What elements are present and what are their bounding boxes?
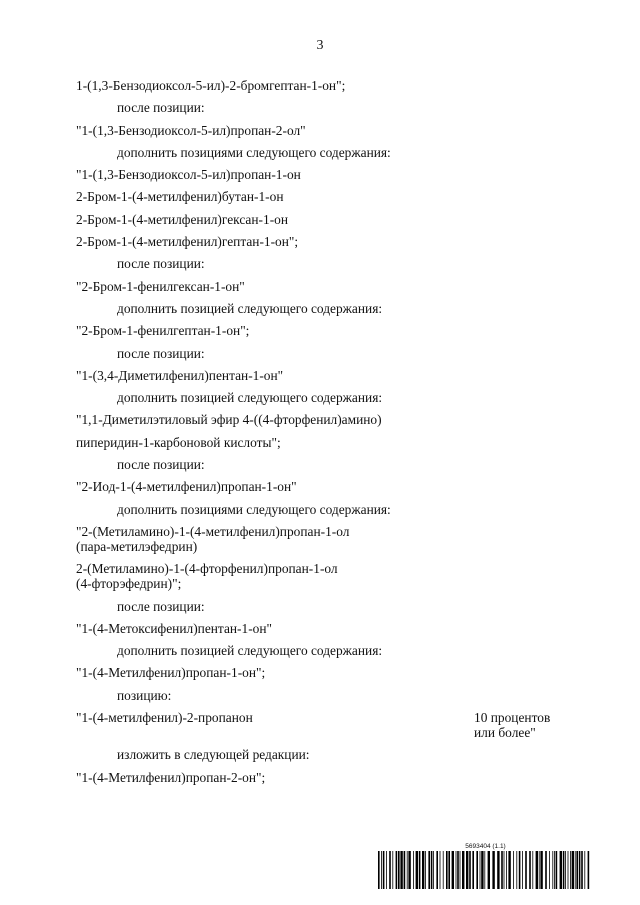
barcode-bar [425,851,426,889]
barcode-bar [392,851,393,889]
barcode-bar [480,851,481,889]
barcode-bar [584,851,585,889]
instruction-line: после позиции: [117,345,205,361]
barcode-bar [476,851,478,889]
barcode-bar [431,851,433,889]
position-row-substance: "1-(4-метилфенил)-2-пропанон [76,710,253,726]
barcode-bar [440,851,441,889]
barcode-bar [513,851,514,889]
barcode-bar [452,851,454,889]
barcode-bar [506,851,507,889]
tail-lines [76,747,576,784]
substance-line: 1-(1,3-Бензодиоксол-5-ил)-2-бромгептан-1-он"; [76,78,346,93]
substance-line: "1,1-Диметилэтиловый эфир 4-((4-фторфенил)амино) [76,412,382,428]
instruction-line: дополнить позицией следующего содержания: [117,390,383,406]
instruction-line: дополнить позицией следующего содержания: [117,300,383,316]
barcode-bar [536,851,538,889]
barcode-bar [556,851,558,889]
position-row-threshold [474,710,594,740]
substance-line: "2-Иод-1-(4-метилфенил)пропан-1-он" [76,479,297,495]
barcode-bar [549,851,550,889]
barcode-bar [436,851,438,889]
barcode-bar [554,851,555,889]
barcode-bar [504,851,505,889]
barcode-bars [378,851,593,889]
barcode-bar [446,851,448,889]
instruction-line: после позиции: [117,598,205,614]
barcode-bar [456,851,457,889]
barcode-bar [545,851,547,889]
barcode-bar [570,851,571,889]
instruction-line: дополнить позициями следующего содержания: [117,144,391,160]
barcode-bar [532,851,533,889]
barcode-bar [419,851,421,889]
barcode-bar [396,851,398,889]
document-barcode [378,843,593,889]
barcode-bar [460,851,461,889]
substance-line: "1-(1,3-Бензодиоксол-5-ил)пропан-1-он [76,167,301,183]
substance-line: "1-(4-Метоксифенил)пентан-1-он" [76,620,272,636]
barcode-bar [519,851,521,889]
barcode-bar [457,851,459,889]
barcode-bar [413,851,414,889]
instruction-line: дополнить позициями следующего содержания: [117,501,391,517]
barcode-bar [386,851,387,889]
threshold-line-1: 10 процентов [474,710,551,726]
barcode-bar [428,851,430,889]
barcode-bar [540,851,542,889]
barcode-bar [462,851,464,889]
barcode-bar [469,851,471,889]
document-body [76,78,576,792]
barcode-bar [529,851,531,889]
substance-line: "1-(4-Метилфенил)пропан-1-он"; [76,665,266,681]
substance-line: "1-(1,3-Бензодиоксол-5-ил)пропан-2-ол" [76,122,306,138]
barcode-bar [508,851,510,889]
barcode-bar [484,851,485,889]
substance-line: "2-Бром-1-фенилгексан-1-он" [76,278,245,294]
barcode-bar [588,851,590,889]
barcode-bar [400,851,402,889]
barcode-bar [579,851,581,889]
barcode-bar [404,851,406,889]
substance-line: 2-(Метиламино)-1-(4-фторфенил)пропан-1-ол [76,561,338,577]
barcode-bar [443,851,444,889]
barcode-bar [433,851,434,889]
barcode-bar [488,851,490,889]
substance-line: 2-Бром-1-(4-метилфенил)гептан-1-он"; [76,234,299,250]
barcode-bar [572,851,574,889]
instruction-line: после позиции: [117,256,205,272]
barcode-bar [552,851,553,889]
substance-line: "1-(3,4-Диметилфенил)пентан-1-он" [76,367,284,383]
barcode-bar [539,851,540,889]
substance-line: 2-Бром-1-(4-метилфенил)бутан-1-он [76,189,284,205]
barcode-bar [568,851,569,889]
substance-line: "1-(4-Метилфенил)пропан-2-он"; [76,769,266,785]
barcode-bar [576,851,578,889]
barcode-bar [501,851,503,889]
position-row [76,710,576,740]
barcode-bar [407,851,408,889]
instruction-line: после позиции: [117,100,205,116]
instruction-line: после позиции: [117,457,205,473]
barcode-bar [516,851,517,889]
threshold-line-2: или более" [474,725,536,741]
barcode-bar [378,851,380,889]
barcode-bar [466,851,468,889]
barcode-bar [389,851,391,889]
substance-line: (4-фторэфедрин)"; [76,576,182,592]
substance-line: "2-Бром-1-фенилгептан-1-он"; [76,323,250,339]
barcode-bar [565,851,566,889]
barcode-bar [381,851,382,889]
barcode-bar [383,851,385,889]
barcode-label: 5693404 (1.1) [465,843,506,850]
instruction-line: дополнить позицией следующего содержания: [117,643,383,659]
barcode-bar [522,851,523,889]
page-number: 3 [316,38,324,53]
barcode-bar [563,851,565,889]
barcode-bar [448,851,450,889]
instruction-line: изложить в следующей редакции: [117,747,310,763]
barcode-bar [408,851,410,889]
barcode-bar [416,851,418,889]
substance-line: 2-Бром-1-(4-метилфенил)гексан-1-он [76,211,289,227]
amendment-lines [76,78,576,703]
substance-line: пиперидин-1-карбоновой кислоты"; [76,434,281,450]
barcode-bar [581,851,583,889]
barcode-bar [492,851,494,889]
substance-line: "2-(Метиламино)-1-(4-метилфенил)пропан-1-ол [76,523,350,539]
barcode-bar [575,851,576,889]
barcode-bar [398,851,400,889]
instruction-line: позицию: [117,687,172,703]
barcode-bar [560,851,562,889]
barcode-bar [525,851,527,889]
barcode-bar [497,851,499,889]
substance-line: (пара-метилэфедрин) [76,538,198,554]
barcode-bar [422,851,424,889]
barcode-bar [481,851,483,889]
barcode-bar [472,851,474,889]
